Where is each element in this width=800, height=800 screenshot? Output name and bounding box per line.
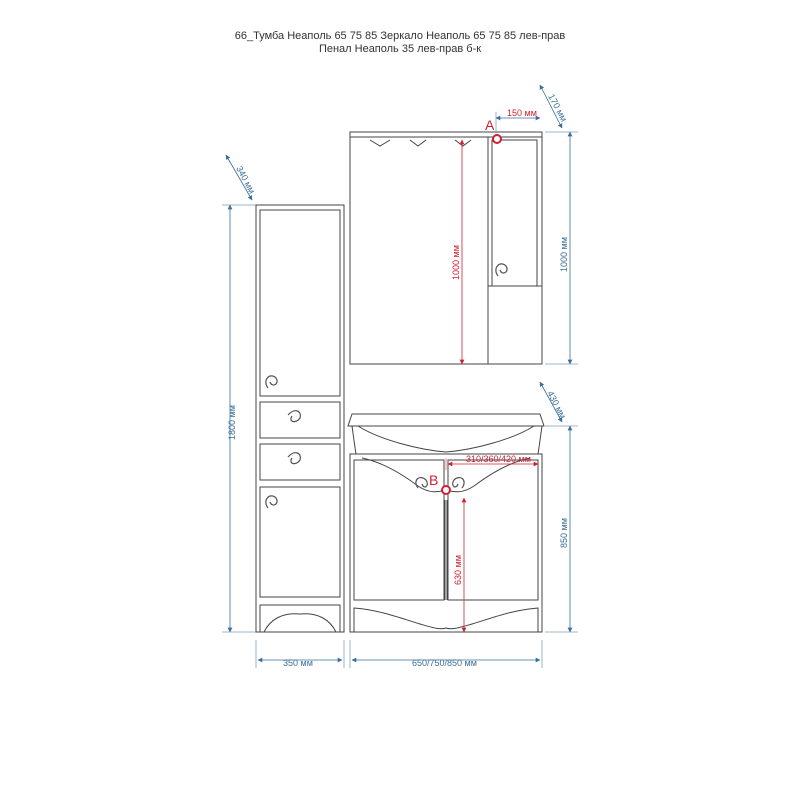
mirror-handle-icon xyxy=(496,264,507,276)
vanity-cabinet xyxy=(348,414,544,632)
point-b-label: B xyxy=(429,472,439,488)
mirror-inner-height-label: 1000 мм xyxy=(451,245,461,280)
point-a-label: A xyxy=(485,117,495,133)
mirror-shelf-dimension xyxy=(496,108,540,132)
sink-offset-dimension xyxy=(446,454,538,470)
vanity-height-label: 850 мм xyxy=(559,518,569,548)
mirror-depth-dimension xyxy=(540,85,569,128)
vanity-depth-label: 430 мм xyxy=(545,389,569,421)
mirror-height-dimension xyxy=(545,132,578,364)
vanity-ornament-icon xyxy=(416,478,464,488)
pencil-depth-label: 340 мм xyxy=(234,164,258,196)
vanity-height-dimension xyxy=(545,426,578,632)
pencil-width-dimension xyxy=(256,640,344,668)
pencil-height-label: 1800 мм xyxy=(227,405,237,440)
point-a-marker xyxy=(485,117,501,143)
pencil-depth-dimension xyxy=(226,155,257,200)
pencil-height-dimension xyxy=(222,205,256,632)
title-line-2: Пенал Неаполь 35 лев-прав б-к xyxy=(318,43,482,55)
point-b-marker xyxy=(429,472,450,494)
mirror-cabinet xyxy=(350,132,542,364)
vanity-width-dimension xyxy=(350,640,542,668)
title-line-1: 66_Тумба Неаполь 65 75 85 Зеркало Неаполь 65 75 85 лев-прав xyxy=(234,30,566,42)
pencil-width-label: 350 мм xyxy=(283,658,313,668)
vanity-depth-dimension xyxy=(540,382,568,422)
vanity-width-label: 650/750/850 мм xyxy=(412,658,477,668)
mirror-inner-height-dimension xyxy=(451,140,462,364)
mirror-shelf-label: 150 мм xyxy=(507,108,537,118)
vanity-drain-height-label: 630 мм xyxy=(453,555,463,585)
mirror-depth-label: 170 мм xyxy=(546,92,570,124)
sink-offset-label: 310/360/420 мм xyxy=(466,454,531,464)
vanity-drain-height-dimension xyxy=(453,498,464,632)
mirror-height-label: 1000 мм xyxy=(559,237,569,272)
